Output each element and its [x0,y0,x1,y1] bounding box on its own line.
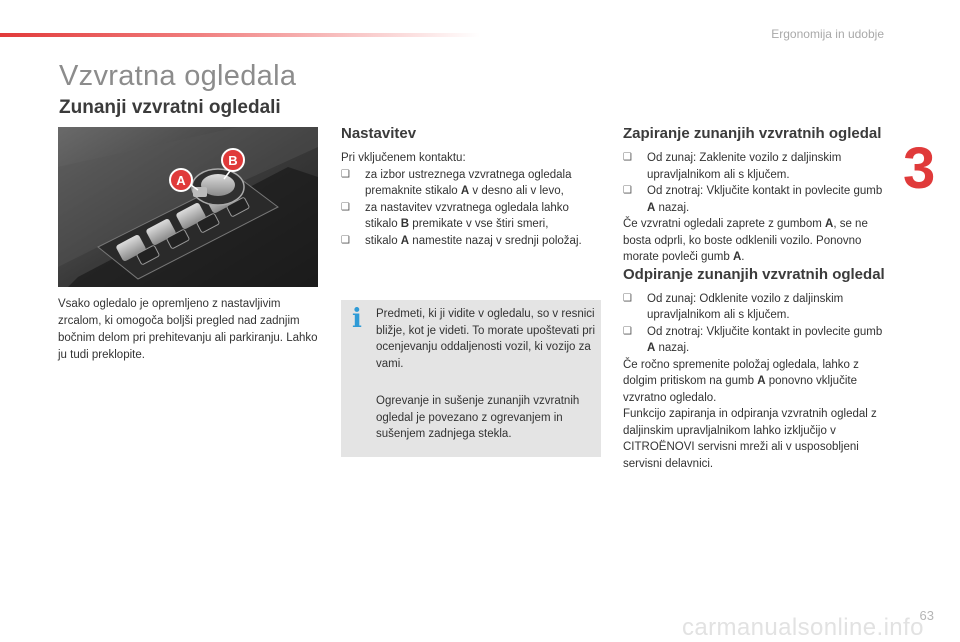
bullet-icon: ❑ [341,168,350,180]
door-panel-photo [58,127,318,287]
page-subtitle: Zunanji vzvratni ogledali [59,97,281,118]
list-item: ❑ Od zunaj: Zaklenite vozilo z daljinskim upravljalnikom ali s ključem. [623,152,842,181]
section-zapiranje-odpiranje [623,125,888,472]
list-item: ❑ stikalo A namestite nazaj v srednji položaj. [341,233,603,250]
top-accent-bar [0,33,480,37]
intro-paragraph: Vsako ogledalo je opremljeno z nastavljivim zrcalom, ki omogoča boljši pregled nad zadnjim bočnim delom pri prehitevanju ali parkiranju. Lahko ju tudi preklopite. [58,298,318,361]
bullet-icon: ❑ [623,185,632,196]
section-nastavitev [341,125,603,249]
zapiranje-note: Če vzvratni ogledali zaprete z gumbom A, se ne bosta odprli, ko boste odklenili vozilo. Ponovno morate povleči gumb A. [623,218,868,263]
door-switch-illustration [58,127,318,287]
label-a: A [176,173,186,188]
bullet-icon: ❑ [623,292,632,304]
bullet-icon: ❑ [341,201,350,213]
list-item: ❑ Od zunaj: Odklenite vozilo z daljinskim upravljalnikom ali s ključem. [623,292,844,321]
watermark: carmanualsonline.info [682,614,924,641]
chapter-title: Ergonomija in udobje [771,27,884,41]
zapiranje-list [623,150,888,216]
chapter-number: 3 [903,136,934,201]
nastavitev-lead: Pri vključenem kontaktu: [341,152,466,164]
info-paragraph-2: Ogrevanje in sušenje zunanjih vzvratnih ogledal je povezano z ogrevanjem in sušenjem zadnjega stekla. [376,395,580,440]
bullet-icon: ❑ [341,234,350,246]
mirror-switch [192,169,244,205]
zapiranje-heading: Zapiranje zunanjih vzvratnih ogledal [623,125,882,142]
list-item: ❑ Od znotraj: Vključite kontakt in povlecite gumb A nazaj. [623,325,883,354]
odpiranje-note: Če ročno spremenite položaj ogledala, lahko z dolgim pritiskom na gumb A ponovno vključite vzvratno ogledalo. [623,358,859,404]
label-b: B [228,153,238,168]
list-item: ❑ za izbor ustreznega vzvratnega ogledala premaknite stikalo A v desno ali v levo, [341,168,572,197]
odpiranje-service-note: Funkcijo zapiranja in odpiranja vzvratnih ogledal z daljinskim upravljalnikom lahko izključijo v CITROËNOVI servisni mreži ali v usposobljeni servisni delavnici. [623,408,877,470]
list-item: ❑ za nastavitev vzvratnega ogledala lahko stikalo B premikate v vse štiri smeri, [341,201,569,230]
info-icon: i [352,304,362,334]
bullet-icon: ❑ [623,325,632,337]
odpiranje-heading: Odpiranje zunanjih vzvratnih ogledal [623,265,885,283]
odpiranje-list [623,291,888,357]
bullet-icon: ❑ [623,152,632,163]
page-number: 63 [919,608,934,623]
nastavitev-heading: Nastavitev [341,125,417,142]
page-title: Vzvratna ogledala [59,60,297,92]
nastavitev-list [341,167,603,250]
info-paragraph-1: Predmeti, ki ji vidite v ogledalu, so v resnici bližje, kot je videti. To morate upoštevati pri ocenjevanju oddaljenosti vozil, ki vozijo za vami. [376,308,596,370]
list-item: ❑ Od znotraj: Vključite kontakt in povlecite gumb A nazaj. [623,185,883,214]
info-box [341,300,601,457]
